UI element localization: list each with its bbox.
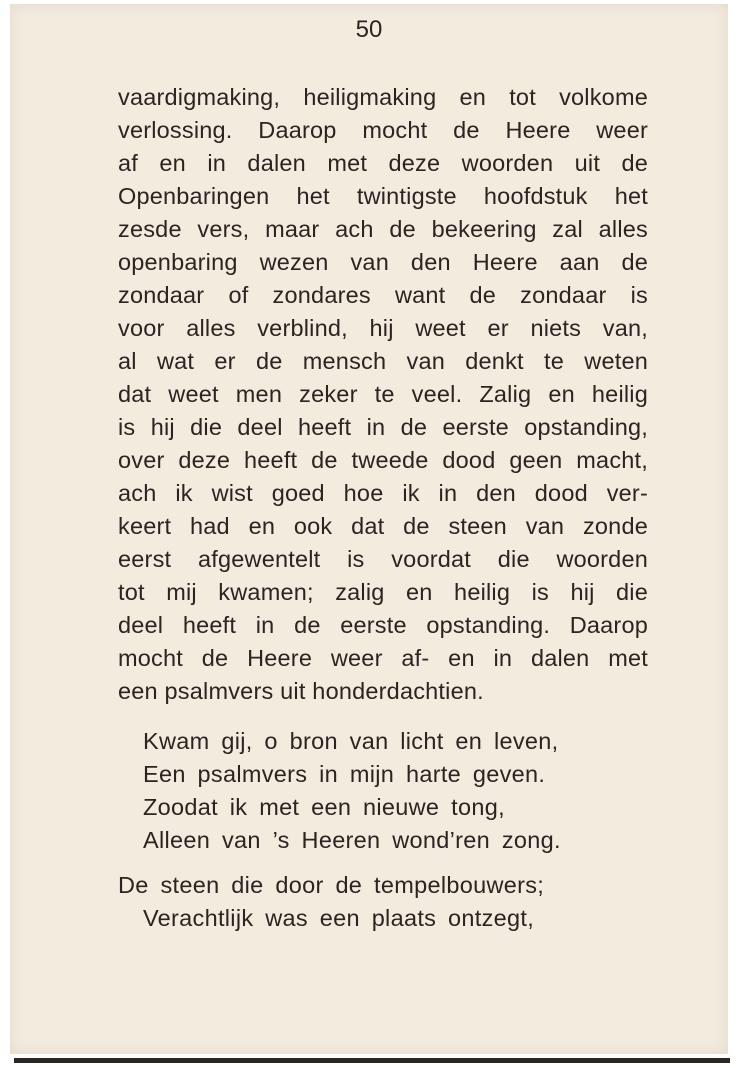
prose-line: vaardigmaking, heiligmaking en tot volkome xyxy=(118,84,648,110)
prose-line: al wat er de mensch van denkt te weten xyxy=(118,348,648,374)
prose-line: deel heeft in de eerste opstanding. Daarop xyxy=(118,612,648,638)
prose-line: een psalmvers uit honderdachtien. xyxy=(118,678,484,704)
verse-line: Een psalmvers in mijn harte geven. xyxy=(143,761,546,787)
verse-line: Verachtlijk was een plaats ontzegt, xyxy=(143,905,535,931)
prose-line: keert had en ook dat de steen van zonde xyxy=(118,513,648,539)
prose-line: verlossing. Daarop mocht de Heere weer xyxy=(118,117,648,143)
prose-line: is hij die deel heeft in de eerste opstanding, xyxy=(118,414,648,440)
prose-line: Openbaringen het twintigste hoofdstuk het xyxy=(118,183,648,209)
prose-line: over deze heeft de tweede dood geen macht, xyxy=(118,447,648,473)
prose-line: af en in dalen met deze woorden uit de xyxy=(118,150,648,176)
prose-line: dat weet men zeker te veel. Zalig en heilig xyxy=(118,381,648,407)
verse-line: Zoodat ik met een nieuwe tong, xyxy=(143,794,505,820)
prose-line: ach ik wist goed hoe ik in den dood ver- xyxy=(118,480,648,506)
prose-line: zesde vers, maar ach de bekeering zal alles xyxy=(118,216,648,242)
verse-line: Kwam gij, o bron van licht en leven, xyxy=(143,728,559,754)
verse-line: Alleen van ’s Heeren wond’ren zong. xyxy=(143,827,561,853)
prose-line: mocht de Heere weer af- en in dalen met xyxy=(118,645,648,671)
prose-line: openbaring wezen van den Heere aan de xyxy=(118,249,648,275)
prose-line: tot mij kwamen; zalig en heilig is hij die xyxy=(118,579,648,605)
verse-line: De steen die door de tempelbouwers; xyxy=(118,872,545,898)
prose-line: zondaar of zondares want de zondaar is xyxy=(118,282,648,308)
prose-line: voor alles verblind, hij weet er niets van, xyxy=(118,315,648,341)
scan-bottom-edge xyxy=(14,1058,730,1063)
scan-margin-right xyxy=(728,0,738,1068)
prose-line: eerst afgewentelt is voordat die woorden xyxy=(118,546,648,572)
page-number: 50 xyxy=(355,16,383,43)
